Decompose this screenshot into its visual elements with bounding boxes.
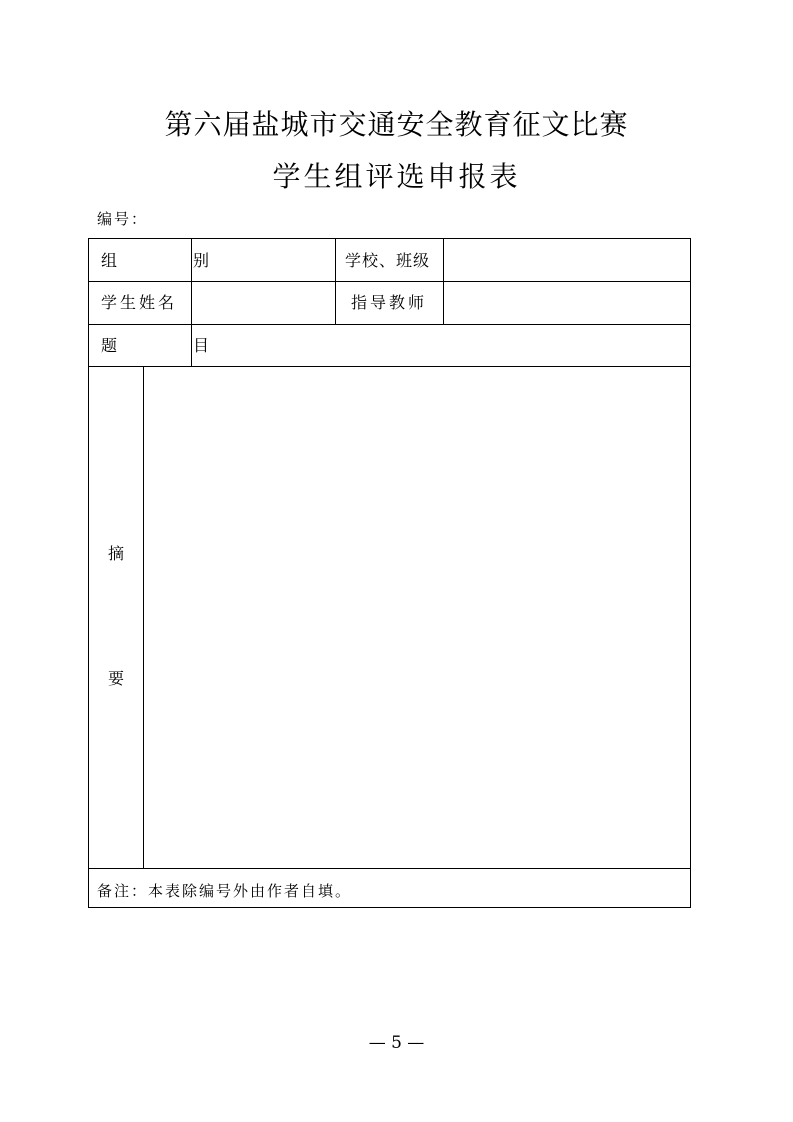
form-title: 第六届盐城市交通安全教育征文比赛	[164, 108, 629, 141]
group-field[interactable]	[192, 239, 335, 281]
topic-field[interactable]	[192, 325, 690, 366]
student-name-label: 学生姓名	[101, 293, 178, 312]
abstract-label-char-1: 摘	[108, 544, 125, 563]
advisor-label: 指导教师	[351, 293, 428, 312]
row-divider	[89, 868, 690, 869]
form-subtitle: 学生组评选申报表	[272, 160, 521, 193]
student-name-field[interactable]	[192, 282, 335, 324]
column-divider	[335, 239, 336, 324]
page-number: — 5 —	[368, 1033, 425, 1053]
remarks-note: 备注：本表除编号外由作者自填。	[97, 882, 353, 900]
advisor-field[interactable]	[444, 282, 690, 324]
group-label: 组 别	[101, 251, 240, 270]
abstract-field[interactable]	[144, 367, 690, 868]
school-class-field[interactable]	[444, 239, 690, 281]
school-class-label: 学校、班级	[345, 251, 431, 270]
application-form-table	[88, 238, 691, 908]
topic-label: 题 目	[101, 336, 240, 355]
serial-number-label: 编号：	[97, 210, 149, 228]
abstract-label-char-2: 要	[108, 669, 125, 688]
